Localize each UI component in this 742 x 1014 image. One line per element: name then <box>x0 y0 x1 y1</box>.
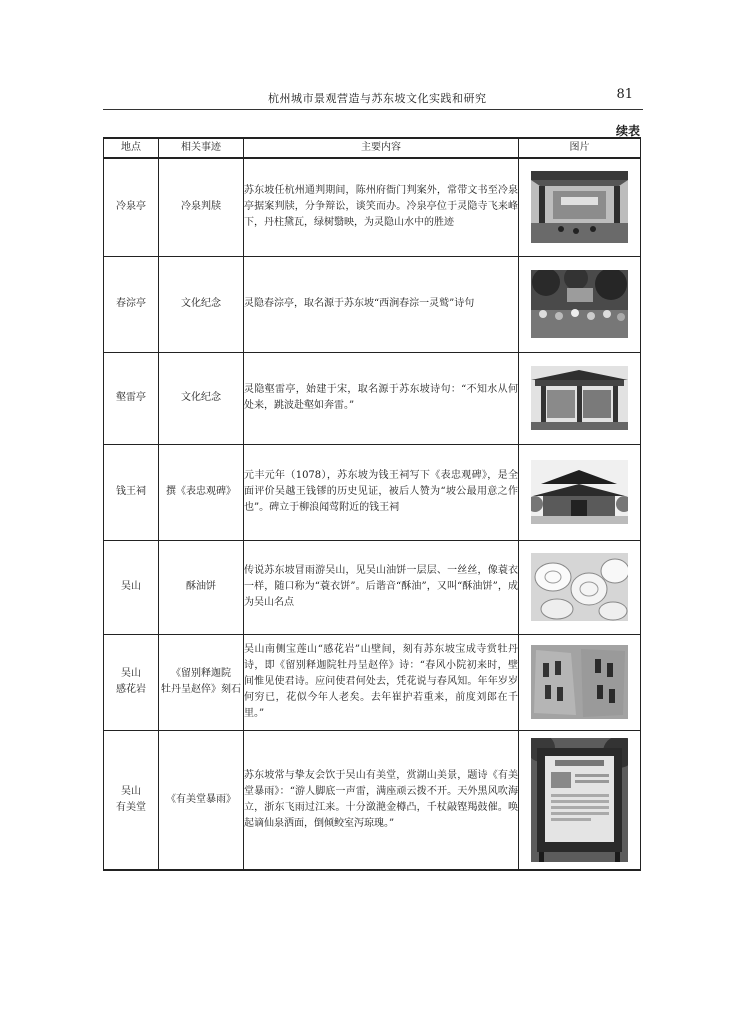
column-header-picture: 图片 <box>519 138 641 158</box>
table-continued-label: 续表 <box>615 124 640 138</box>
table-row <box>104 730 641 870</box>
pavilion-photo <box>531 366 628 430</box>
column-header-event: 相关事迹 <box>159 138 244 158</box>
content-cell: 灵隐壑雷亭，始建于宋，取名源于苏东坡诗句：“不知水从何处来，跳波赴壑如奔雷。” <box>244 352 519 444</box>
place-cell: 钱王祠 <box>104 444 159 540</box>
table-row <box>104 352 641 444</box>
running-title: 杭州城市景观营造与苏东坡文化实践和研究 <box>268 92 487 105</box>
table-row <box>104 158 641 256</box>
content-cell: 苏东坡任杭州通判期间，陈州府衙门判案外，常带文书至冷泉亭据案判牍，分争辩讼，谈笑而办。冷泉亭位于灵隐寺飞来峰下，丹柱黛瓦，绿树翳映，为灵隐山水中的胜迹 <box>244 158 519 256</box>
event-cell: 冷泉判牍 <box>159 158 244 256</box>
temple-photo <box>531 460 628 524</box>
page-number: 81 <box>616 87 633 102</box>
event-cell: 撰《表忠观碑》 <box>159 444 244 540</box>
event-cell: 《有美堂暴雨》 <box>159 730 244 870</box>
sites-table <box>103 137 641 871</box>
event-cell: 文化纪念 <box>159 352 244 444</box>
event-cell: 《留别释迦院 牡丹呈赵倅》刻石 <box>159 634 244 730</box>
place-cell: 吴山 <box>104 540 159 634</box>
carved-rock-photo <box>531 645 628 719</box>
running-header <box>103 87 643 110</box>
content-cell: 传说苏东坡冒雨游吴山，见吴山油饼一层层、一丝丝，像蓑衣一样，随口称为“蓑衣饼”。后谐音“酥油”，又叫“酥油饼”，成为吴山名点 <box>244 540 519 634</box>
place-cell: 吴山 有美堂 <box>104 730 159 870</box>
event-cell: 文化纪念 <box>159 256 244 352</box>
pastry-photo <box>531 553 628 621</box>
column-header-content: 主要内容 <box>244 138 519 158</box>
table-header-row <box>104 138 641 158</box>
place-cell: 吴山 感花岩 <box>104 634 159 730</box>
content-cell: 元丰元年（1078），苏东坡为钱王祠写下《表忠观碑》，是全面评价吴越王钱镠的历史见证，被后人赞为“坡公最用意之作也”。碑立于柳浪闻莺附近的钱王祠 <box>244 444 519 540</box>
content-cell: 苏东坡常与挚友会饮于吴山有美堂，赏湖山美景，题诗《有美堂暴雨》：“游人脚底一声雷，满座顽云拨不开。天外黑风吹海立，浙东飞雨过江来。十分潋滟金樽凸，千杖敲铿羯鼓催。唤起谪仙泉洒面，倒倾鲛室泻琼瑰。” <box>244 730 519 870</box>
crowd-trees-photo <box>531 270 628 338</box>
table-row <box>104 256 641 352</box>
column-header-place: 地点 <box>104 138 159 158</box>
signboard-photo <box>531 738 628 862</box>
place-cell: 壑雷亭 <box>104 352 159 444</box>
table-row <box>104 634 641 730</box>
table-row <box>104 540 641 634</box>
pavilion-gate-photo <box>531 171 628 243</box>
content-cell: 灵隐春淙亭，取名源于苏东坡“西涧春淙一灵鹫”诗句 <box>244 256 519 352</box>
table-row <box>104 444 641 540</box>
place-cell: 冷泉亭 <box>104 158 159 256</box>
place-cell: 春淙亭 <box>104 256 159 352</box>
content-cell: 吴山南侧宝莲山“感花岩”山壁间，刻有苏东坡宝成寺赏牡丹诗，即《留别释迦院牡丹呈赵倅》诗：“春风小院初来时，壁间惟见使君诗。应问使君何处去，凭花说与春风知。年年岁岁何穷已，花似今年人老矣。去年崔护若重来，前度刘郎在千里。” <box>244 634 519 730</box>
event-cell: 酥油饼 <box>159 540 244 634</box>
